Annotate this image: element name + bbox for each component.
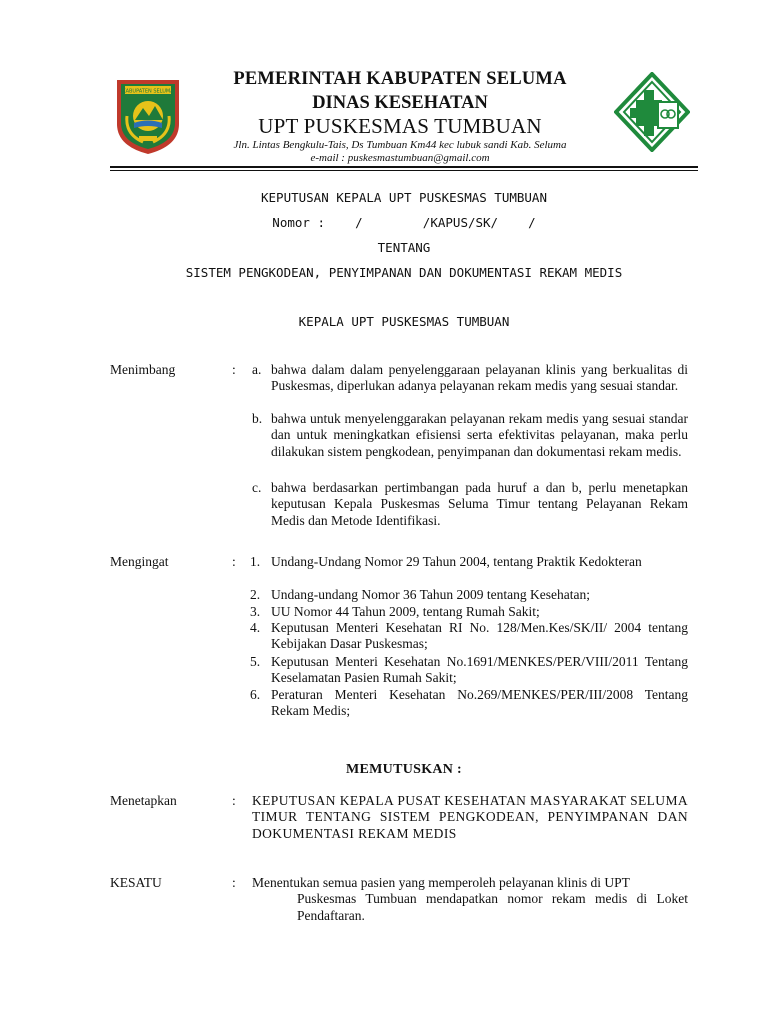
mengingat-marker: 4. [250, 620, 261, 635]
decree-number: Nomor : / /KAPUS/SK/ / [272, 215, 536, 230]
menetapkan-colon: : [232, 793, 236, 808]
mengingat-marker: 5. [250, 654, 261, 669]
letterhead-institution: UPT PUSKESMAS TUMBUAN [258, 114, 542, 138]
letterhead-department: DINAS KESEHATAN [312, 93, 488, 113]
mengingat-marker: 1. [250, 554, 261, 569]
kesatu-first-line: Menentukan semua pasien yang memperoleh pelayanan klinis di UPT [252, 875, 630, 890]
mengingat-colon: : [232, 554, 236, 569]
letterhead-government: PEMERINTAH KABUPATEN SELUMA [233, 69, 567, 89]
menimbang-marker: a. [252, 362, 262, 377]
kabupaten-seluma-logo [113, 76, 183, 156]
menetapkan-label: Menetapkan [110, 793, 177, 808]
memutuskan-heading: MEMUTUSKAN : [346, 762, 462, 777]
decree-issuer: KEPALA UPT PUSKESMAS TUMBUAN [298, 314, 510, 329]
letterhead-rule-thin [110, 170, 698, 171]
mengingat-item: Undang-Undang Nomor 29 Tahun 2004, tentang Praktik Kedokteran [271, 554, 642, 569]
menimbang-marker: b. [252, 411, 263, 426]
logo-banner-text: KABUPATEN SELUMA [122, 88, 174, 95]
decree-title: KEPUTUSAN KEPALA UPT PUSKESMAS TUMBUAN [261, 190, 547, 205]
menimbang-colon: : [232, 362, 236, 377]
mengingat-item: UU Nomor 44 Tahun 2009, tentang Rumah Sakit; [271, 604, 540, 619]
letterhead-rule-thick [110, 166, 698, 168]
puskesmas-logo [614, 72, 690, 152]
menetapkan-text: KEPUTUSAN KEPALA PUSAT KESEHATAN MASYARAKAT SELUMA TIMUR TENTANG SISTEM PENGKODEAN, PENYIMPANAN DAN DOKUMENTASI REKAM MEDIS [252, 793, 688, 841]
mengingat-item: Keputusan Menteri Kesehatan No.1691/MENKES/PER/VIII/2011 Tentang Keselamatan Pasien Rumah Sakit; [271, 654, 688, 686]
menimbang-label: Menimbang [110, 362, 176, 377]
menimbang-item: bahwa dalam dalam penyelenggaraan pelayanan klinis yang berkualitas di Puskesmas, diperlukan adanya pelayanan rekam medis yang sesuai standar. [271, 362, 688, 394]
menimbang-item: bahwa untuk menyelenggarakan pelayanan rekam medis yang sesuai standar dan untuk meningkatkan efisiensi serta efektivitas pelayanan, maka perlu dilakukan sistem pengkodean, penyimpanan dan dokumentasi rekam medis. [271, 411, 688, 459]
letterhead-email: e-mail : puskesmastumbuan@gmail.com [310, 152, 490, 164]
mengingat-item: Undang-undang Nomor 36 Tahun 2009 tentang Kesehatan; [271, 587, 590, 602]
mengingat-marker: 6. [250, 687, 261, 702]
decree-subject: SISTEM PENGKODEAN, PENYIMPANAN DAN DOKUMENTASI REKAM MEDIS [185, 265, 623, 280]
mengingat-item: Keputusan Menteri Kesehatan RI No. 128/Men.Kes/SK/II/ 2004 tentang Kebijakan Dasar Puskesmas; [271, 620, 688, 652]
kesatu-label: KESATU [110, 875, 162, 890]
mengingat-label: Mengingat [110, 554, 169, 569]
kesatu-text [252, 875, 688, 924]
kesatu-colon: : [232, 875, 236, 890]
menimbang-item: bahwa berdasarkan pertimbangan pada huruf a dan b, perlu menetapkan keputusan Kepala Puskesmas Seluma Timur tentang Pelayanan Rekam Medis dan Metode Identifikasi. [271, 480, 688, 528]
decree-tentang: TENTANG [377, 240, 431, 255]
letterhead-address: Jln. Lintas Bengkulu-Tais, Ds Tumbuan Km44 kec lubuk sandi Kab. Seluma [233, 139, 567, 151]
mengingat-marker: 3. [250, 604, 261, 619]
mengingat-marker: 2. [250, 587, 261, 602]
kesatu-continuation: Puskesmas Tumbuan mendapatkan nomor rekam medis di Loket Pendaftaran. [297, 891, 688, 923]
mengingat-item: Peraturan Menteri Kesehatan No.269/MENKES/PER/III/2008 Tentang Rekam Medis; [271, 687, 688, 719]
menimbang-marker: c. [252, 480, 262, 495]
